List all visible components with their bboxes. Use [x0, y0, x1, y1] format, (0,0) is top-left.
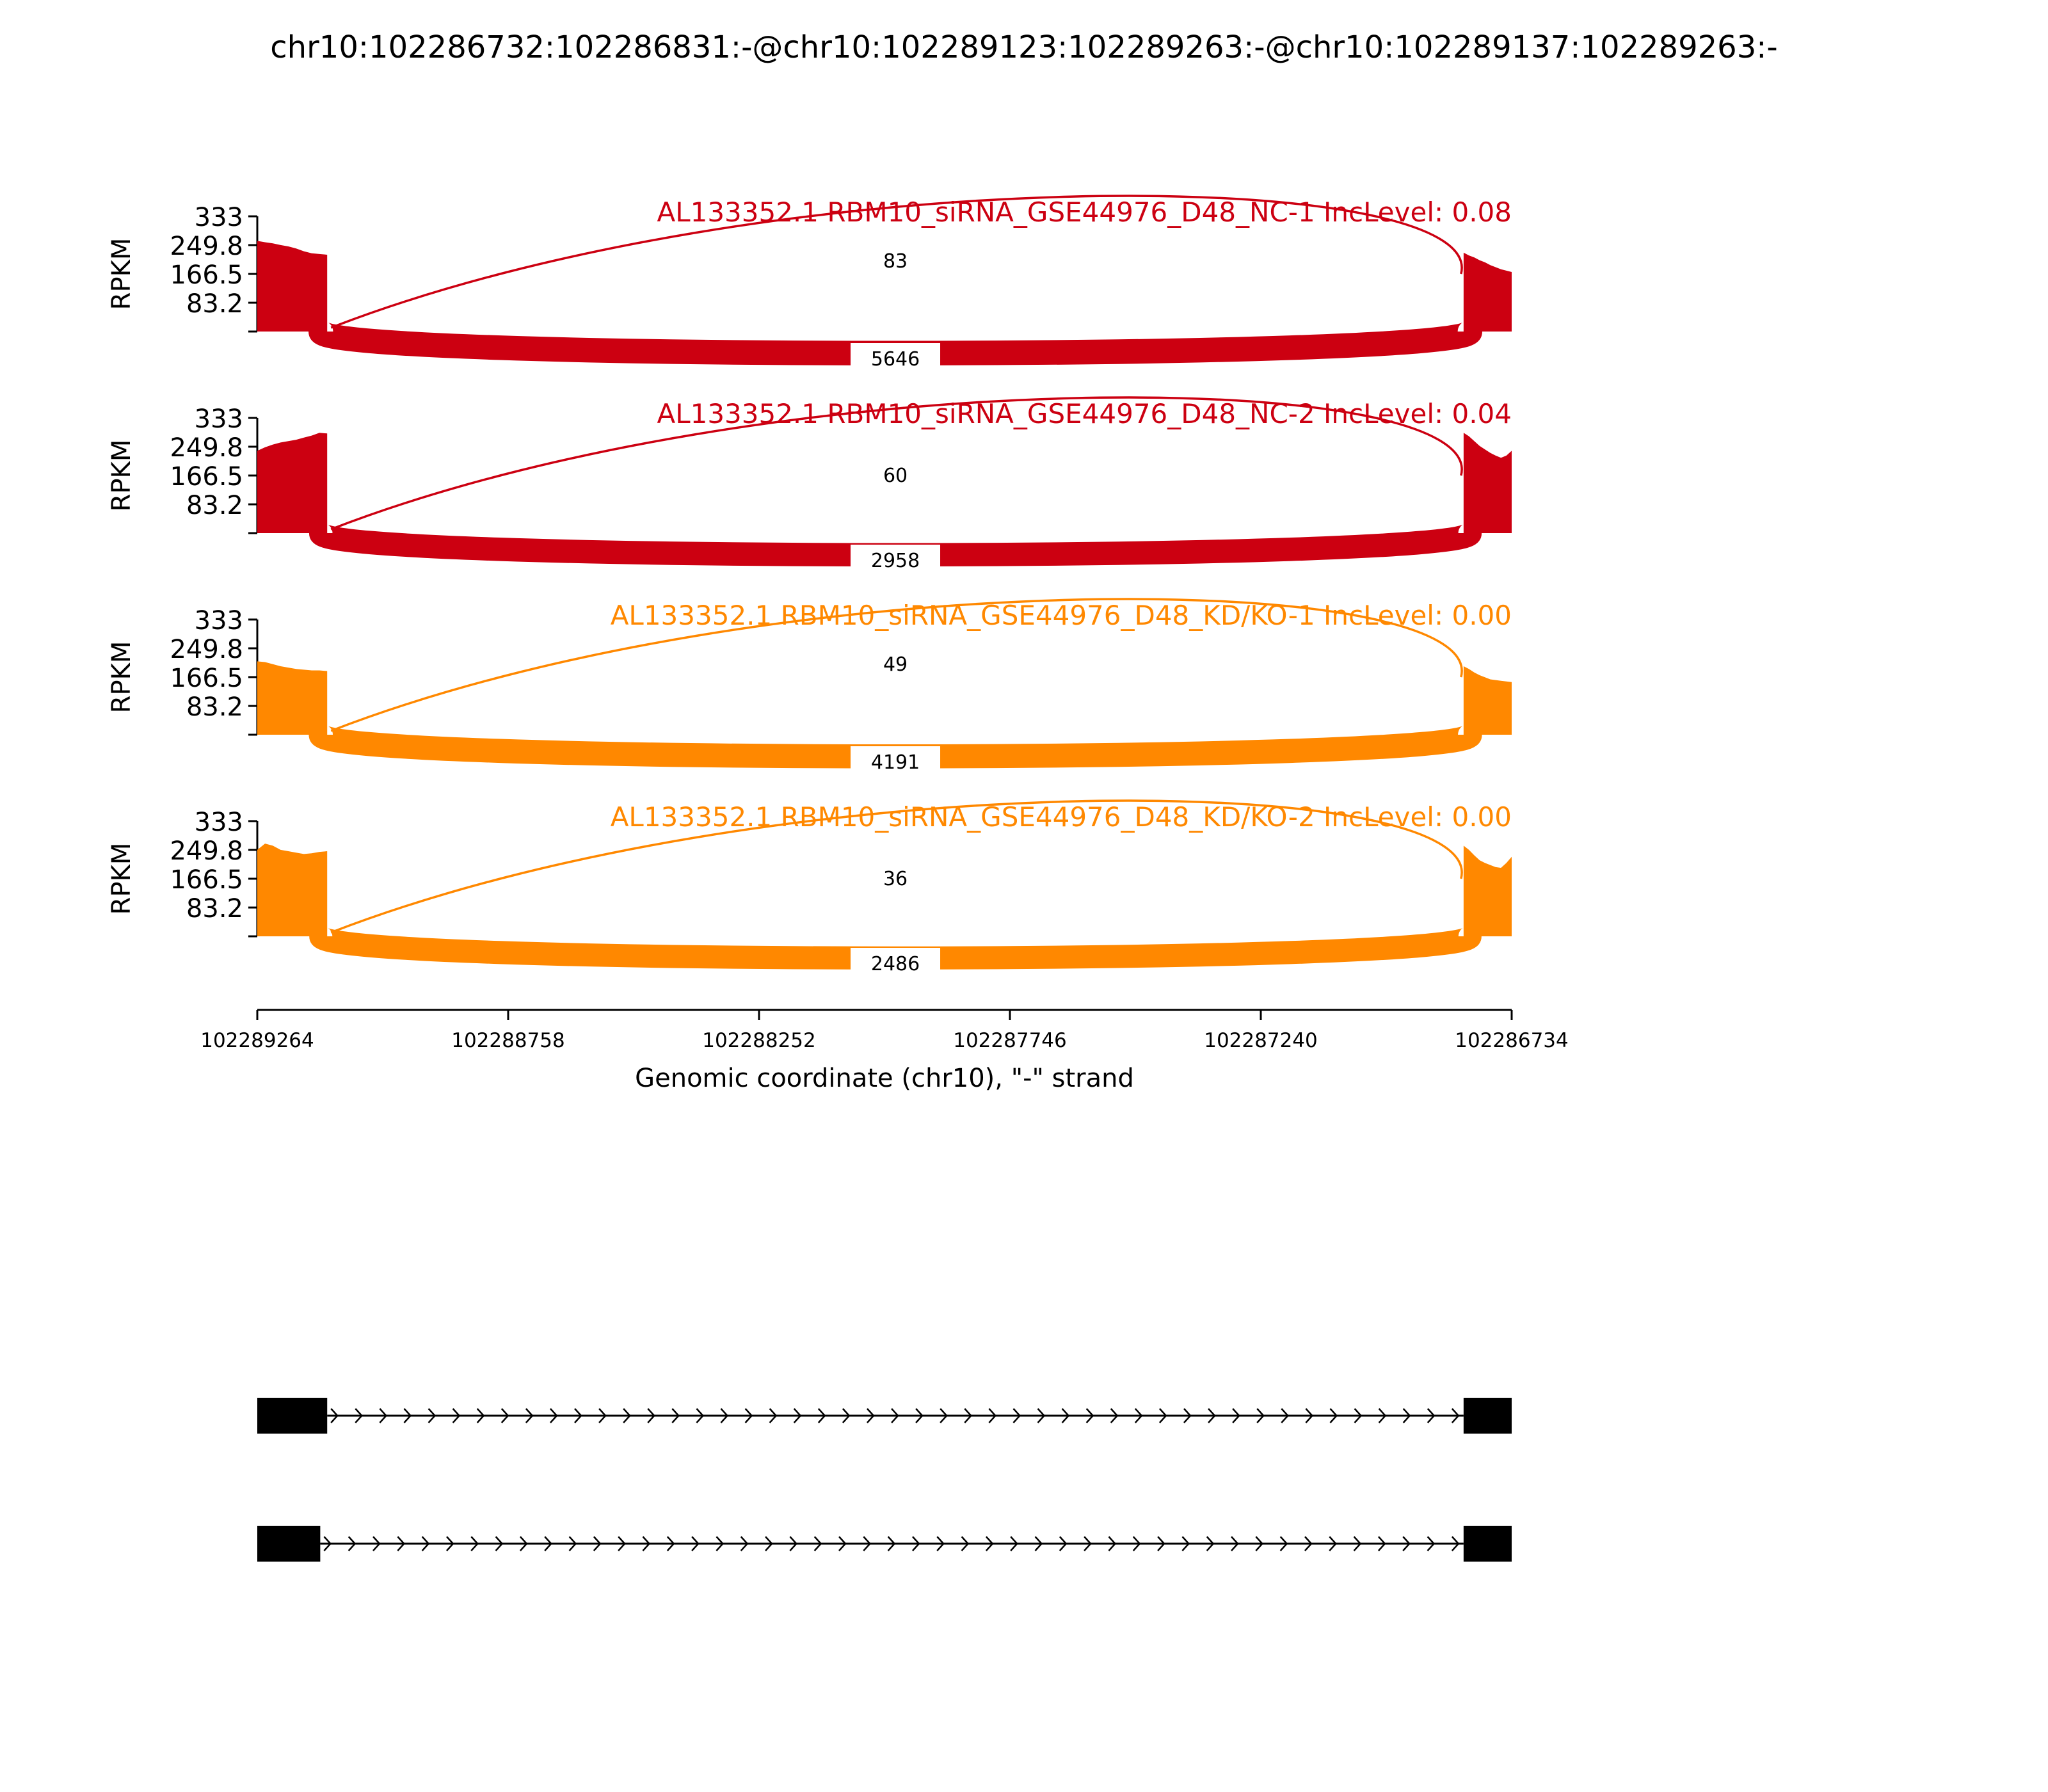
track-title: AL133352.1 RBM10_siRNA_GSE44976_D48_NC-2 IncLevel: 0.04 [657, 398, 1512, 429]
track-title: AL133352.1 RBM10_siRNA_GSE44976_D48_NC-1 IncLevel: 0.08 [657, 196, 1512, 228]
x-tick-label: 102286734 [1455, 1029, 1569, 1052]
exon-block [257, 1398, 327, 1434]
y-tick-label: 83.2 [186, 894, 243, 924]
gene-model-2 [257, 1526, 1512, 1562]
x-tick-label: 102288758 [451, 1029, 565, 1052]
y-tick-label: 83.2 [186, 491, 243, 521]
track-1 [107, 196, 1512, 372]
junction-label: 2486 [870, 953, 920, 975]
coverage-tracks [107, 196, 1512, 977]
y-tick-label: 83.2 [186, 692, 243, 723]
junction-label: 49 [883, 653, 908, 676]
y-axis-label: RPKM [107, 439, 136, 512]
exon-block [1464, 1526, 1512, 1562]
y-tick-label: 166.5 [170, 462, 243, 492]
left-exon-coverage [257, 241, 327, 332]
junction-label: 60 [883, 465, 908, 487]
track-4 [107, 801, 1512, 977]
y-tick-label: 333 [194, 404, 243, 434]
y-tick-label: 166.5 [170, 664, 243, 693]
y-axis-label: RPKM [107, 842, 136, 915]
gene-model-1 [257, 1398, 1512, 1434]
x-tick-label: 102289264 [200, 1029, 314, 1052]
track-title: AL133352.1 RBM10_siRNA_GSE44976_D48_KD/KO-1 IncLevel: 0.00 [610, 600, 1512, 631]
y-axis-label: RPKM [107, 237, 136, 310]
y-tick-label: 249.8 [170, 634, 243, 664]
x-axis-label: Genomic coordinate (chr10), "-" strand [635, 1064, 1134, 1093]
track-title: AL133352.1 RBM10_siRNA_GSE44976_D48_KD/KO-2 IncLevel: 0.00 [610, 801, 1512, 833]
y-tick-label: 166.5 [170, 260, 243, 290]
track-2 [107, 397, 1512, 574]
y-tick-label: 333 [194, 808, 243, 837]
track-3 [107, 599, 1512, 776]
x-tick-label: 102287746 [953, 1029, 1067, 1052]
right-exon-coverage [1464, 433, 1512, 533]
y-tick-label: 333 [194, 606, 243, 636]
y-tick-label: 249.8 [170, 836, 243, 866]
right-exon-coverage [1464, 253, 1512, 332]
junction-label: 4191 [870, 751, 920, 774]
junction-label: 36 [883, 868, 908, 890]
y-axis-label: RPKM [107, 641, 136, 714]
y-tick-label: 333 [194, 203, 243, 232]
x-tick-label: 102287240 [1204, 1029, 1318, 1052]
y-tick-label: 249.8 [170, 433, 243, 463]
y-tick-label: 166.5 [170, 865, 243, 895]
left-exon-coverage [257, 433, 327, 533]
right-exon-coverage [1464, 666, 1512, 735]
left-exon-coverage [257, 661, 327, 735]
x-axis [200, 1010, 1569, 1093]
plot-title: chr10:102286732:102286831:-@chr10:102289123:102289263:-@chr10:102289137:102289263:- [270, 29, 1778, 65]
y-tick-label: 249.8 [170, 231, 243, 261]
exon-block [1464, 1398, 1512, 1434]
y-tick-label: 83.2 [186, 289, 243, 319]
x-tick-label: 102288252 [702, 1029, 816, 1052]
junction-label: 5646 [870, 348, 920, 371]
junction-label: 2958 [870, 550, 920, 572]
junction-label: 83 [883, 250, 908, 273]
x-ticks [200, 1010, 1569, 1052]
exon-block [257, 1526, 320, 1562]
right-exon-coverage [1464, 845, 1512, 936]
left-exon-coverage [257, 844, 327, 936]
gene-models [257, 1398, 1512, 1562]
